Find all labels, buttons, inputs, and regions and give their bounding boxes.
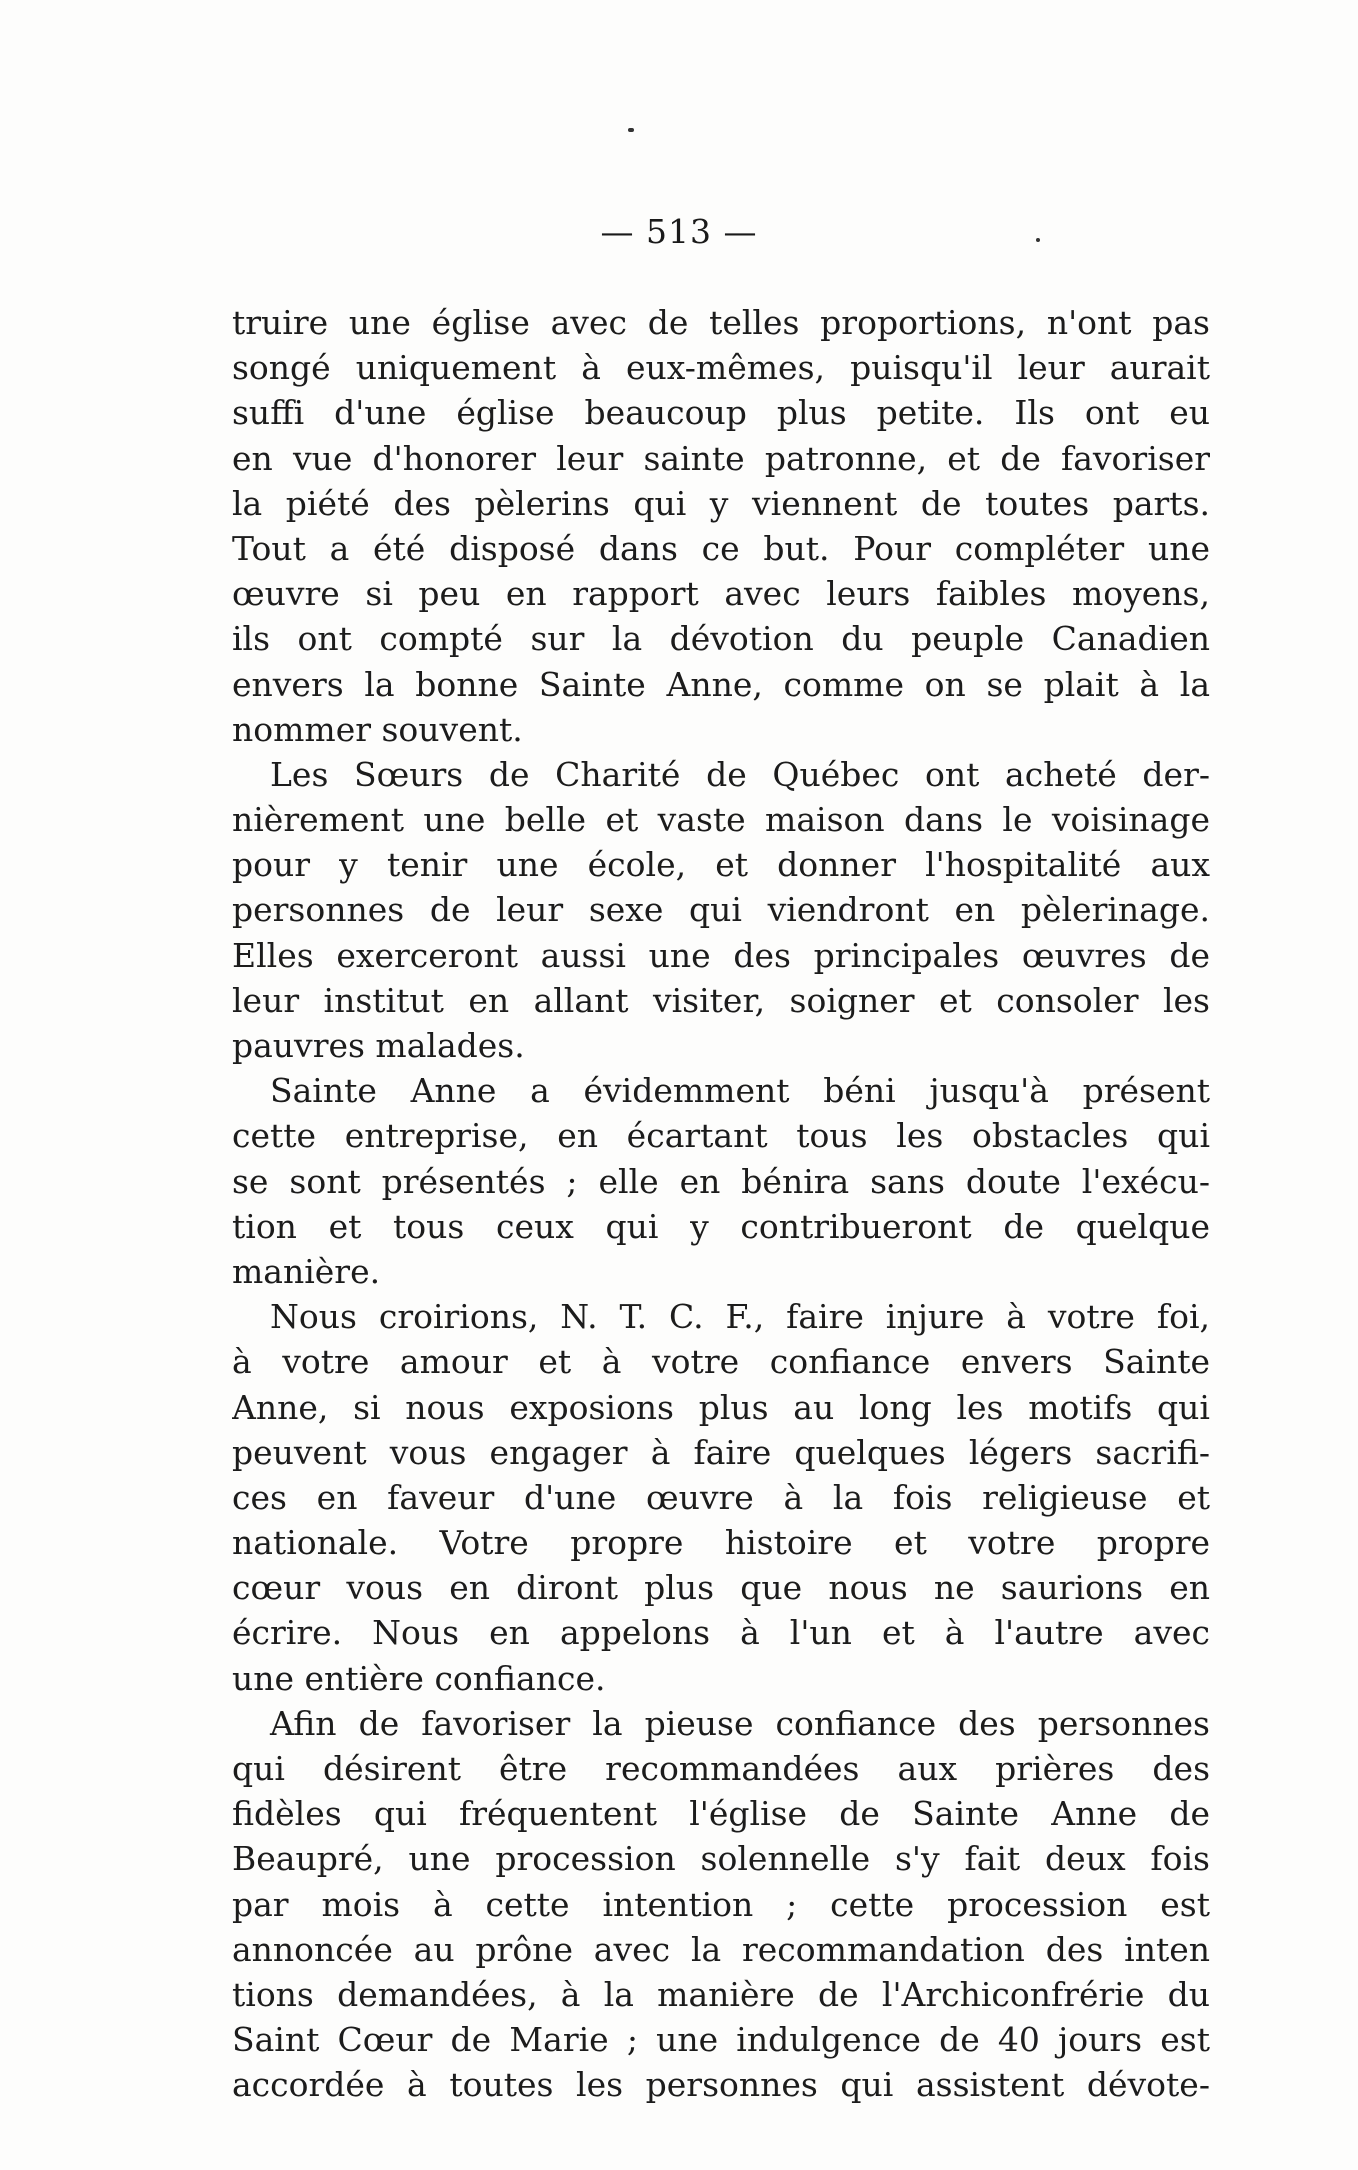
text-line: manière. xyxy=(232,1251,381,1291)
text-line: leur institut en allant visiter, soigner et consoler les xyxy=(232,980,1210,1020)
text-line: fidèles qui fréquentent l'église de Sainte Anne de xyxy=(232,1794,1210,1834)
text-line: ces en faveur d'une œuvre à la fois religieuse et xyxy=(232,1477,1210,1517)
text-line: Beaupré, une procession solennelle s'y fait deux fois xyxy=(232,1839,1210,1879)
text-line: annoncée au prône avec la recommandation des inten xyxy=(232,1929,1210,1969)
text-line: personnes de leur sexe qui viendront en pèlerinage. xyxy=(232,890,1210,930)
text-line: Tout a été disposé dans ce but. Pour compléter une xyxy=(232,528,1210,568)
text-line: suffi d'une église beaucoup plus petite. Ils ont eu xyxy=(232,393,1210,433)
text-line: qui désirent être recommandées aux prières des xyxy=(232,1749,1210,1788)
text-line: envers la bonne Sainte Anne, comme on se plait à la xyxy=(232,664,1210,704)
text-line: accordée à toutes les personnes qui assistent dévote- xyxy=(232,2065,1210,2105)
text-line: œuvre si peu en rapport avec leurs faibles moyens, xyxy=(232,574,1210,614)
text-line: nationale. Votre propre histoire et votre propre xyxy=(232,1523,1210,1563)
text-line: pour y tenir une école, et donner l'hospitalité aux xyxy=(232,845,1210,885)
paragraph-first-line: Afin de favoriser la pieuse confiance des personnes xyxy=(270,1703,1210,1743)
body-text xyxy=(232,300,1210,2108)
text-line: ils ont compté sur la dévotion du peuple Canadien xyxy=(232,619,1210,659)
text-line: se sont présentés ; elle en bénira sans doute l'exécu- xyxy=(232,1161,1210,1201)
text-line: nièrement une belle et vaste maison dans le voisinage xyxy=(232,800,1210,840)
ink-speck xyxy=(628,128,634,132)
text-line: une entière confiance. xyxy=(232,1658,606,1698)
text-line: songé uniquement à eux-mêmes, puisqu'il leur aurait xyxy=(232,348,1210,388)
text-line: Saint Cœur de Marie ; une indulgence de 40 jours est xyxy=(232,2020,1210,2060)
text-line: truire une église avec de telles proportions, n'ont pas xyxy=(232,303,1210,342)
paragraph-first-line: Sainte Anne a évidemment béni jusqu'à présent xyxy=(270,1071,1210,1111)
paragraph-first-line: Les Sœurs de Charité de Québec ont acheté der- xyxy=(270,754,1210,794)
text-line: la piété des pèlerins qui y viennent de toutes parts. xyxy=(232,483,1210,523)
paragraph-first-line: Nous croirions, N. T. C. F., faire injure à votre foi, xyxy=(270,1297,1210,1337)
text-line: peuvent vous engager à faire quelques légers sacrifi- xyxy=(232,1432,1210,1472)
page-number: — 513 — xyxy=(600,212,758,251)
text-line: en vue d'honorer leur sainte patronne, et de favoriser xyxy=(232,438,1210,478)
text-line: tions demandées, à la manière de l'Archiconfrérie du xyxy=(232,1974,1210,2014)
text-line: Elles exerceront aussi une des principales œuvres de xyxy=(232,935,1210,975)
text-line: Anne, si nous exposions plus au long les motifs qui xyxy=(232,1387,1210,1427)
text-line: pauvres malades. xyxy=(232,1026,525,1065)
text-line: tion et tous ceux qui y contribueront de quelque xyxy=(232,1206,1210,1246)
text-line: nommer souvent. xyxy=(232,709,523,749)
text-line: par mois à cette intention ; cette procession est xyxy=(232,1884,1210,1924)
text-line: cette entreprise, en écartant tous les obstacles qui xyxy=(232,1116,1210,1156)
text-line: à votre amour et à votre confiance envers Sainte xyxy=(232,1342,1210,1382)
text-line: cœur vous en diront plus que nous ne saurions en xyxy=(232,1568,1210,1608)
text-line: écrire. Nous en appelons à l'un et à l'autre avec xyxy=(232,1613,1210,1653)
